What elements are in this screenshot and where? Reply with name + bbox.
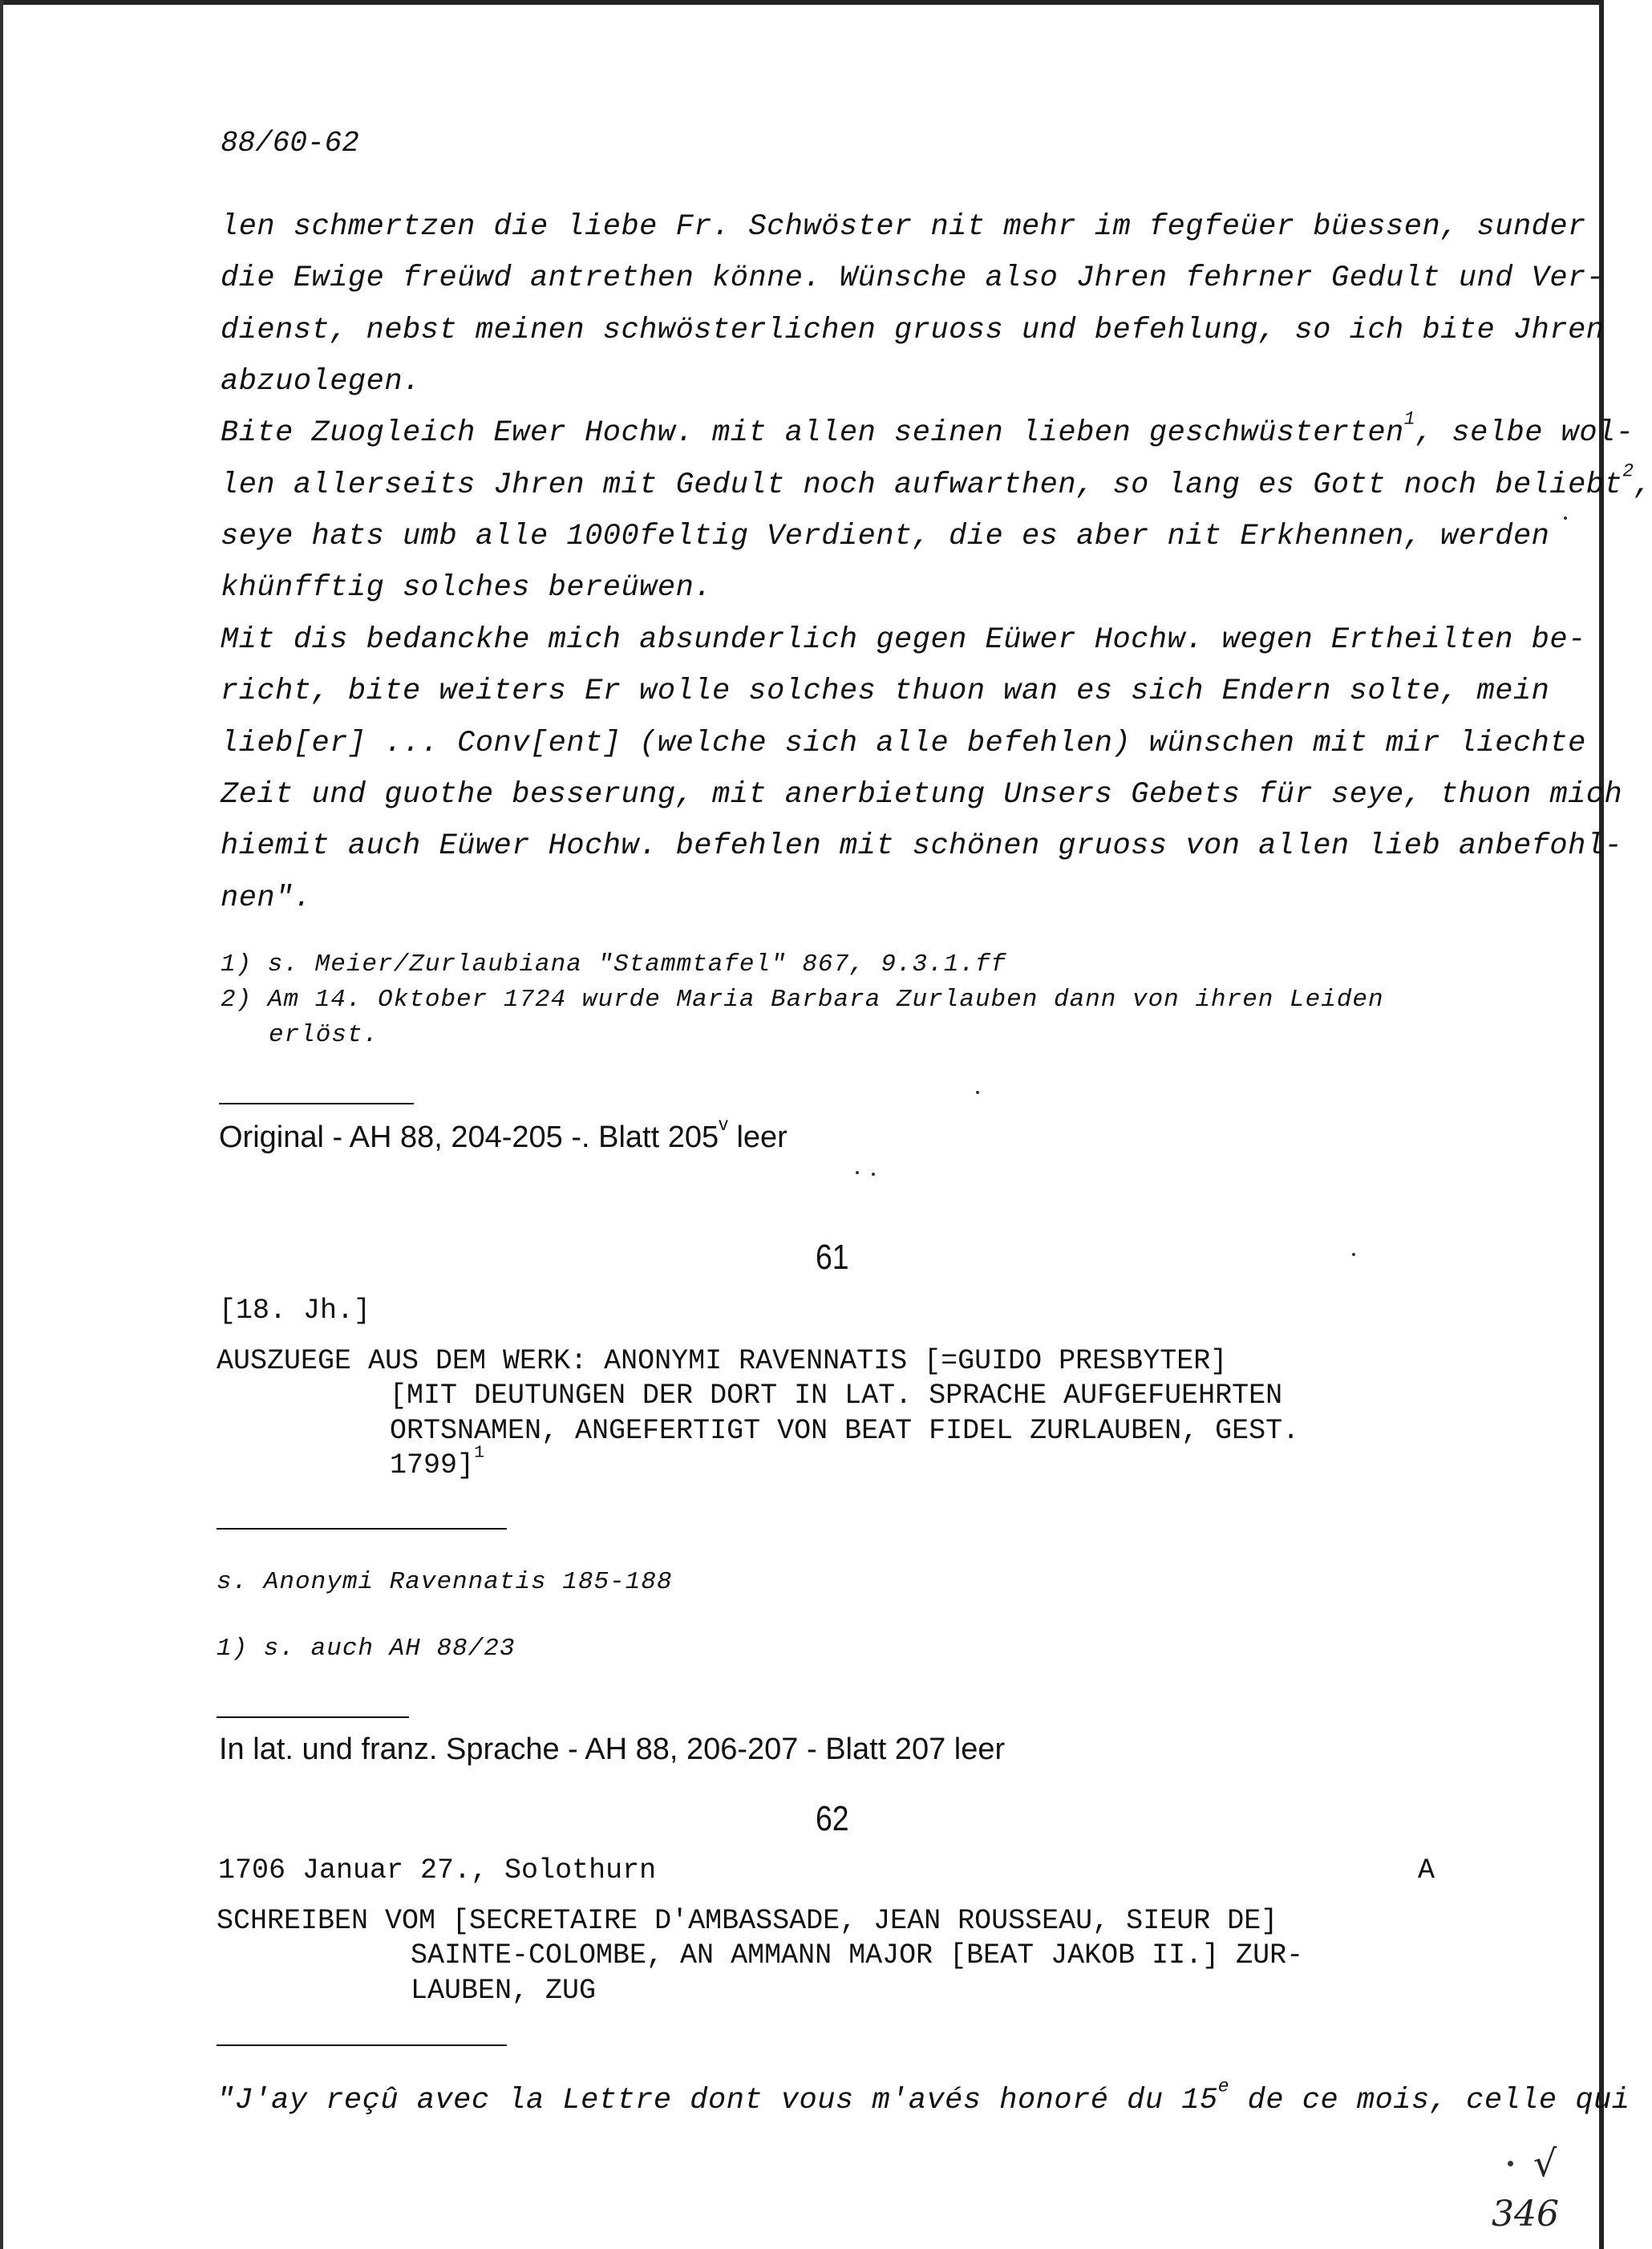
footnote-marker: 1 xyxy=(1403,408,1416,430)
entry-number: 62 xyxy=(816,1799,849,1838)
source-citation: s. Anonymi Ravennatis 185-188 xyxy=(217,1568,673,1596)
entry-title-line: SCHREIBEN VOM [SECRETAIRE D'AMBASSADE, JEAN ROUSSEAU, SIEUR DE] xyxy=(217,1905,1278,1937)
scan-speck xyxy=(872,1173,875,1176)
scan-speck xyxy=(976,1091,979,1094)
letter-line: die Ewige freüwd antrethen könne. Wünsche also Jhren fehrner Gedult und Ver- xyxy=(221,261,1605,295)
separator-rule xyxy=(219,1103,414,1104)
letter-line: nen". xyxy=(221,881,312,915)
entry-title-line: ORTSNAMEN, ANGEFERTIGT VON BEAT FIDEL ZURLAUBEN, GEST. xyxy=(390,1415,1300,1447)
page-reference: 88/60-62 xyxy=(221,127,359,160)
separator-rule xyxy=(217,2044,507,2046)
letter-line: khünfftig solches bereüwen. xyxy=(221,571,712,605)
entry-title-line: LAUBEN, ZUG xyxy=(411,1975,597,2007)
archive-reference: Original - AH 88, 204-205 -. Blatt 205$^v$ leer xyxy=(219,1112,788,1154)
letter-line: len allerseits Jhren mit Gedult noch aufwarthen, so lang es Gott noch beliebt$^2$, xyxy=(221,460,1652,502)
footnote: erlöst. xyxy=(269,1021,379,1049)
letter-line: Bite Zuogleich Ewer Hochw. mit allen seinen lieben geschwüsterten$^1$, selbe wol- xyxy=(221,408,1634,450)
letter-line: len schmertzen die liebe Fr. Schwöster nit mehr im fegfeüer büessen, sunder xyxy=(221,210,1586,244)
scan-edge-top xyxy=(0,0,1604,5)
entry-date: [18. Jh.] xyxy=(219,1295,371,1327)
letter-line: richt, bite weiters Er wolle solches thuon wan es sich Endern solte, mein xyxy=(221,675,1550,708)
handwritten-check: √ xyxy=(1533,2142,1557,2185)
letter-line: Mit dis bedanckhe mich absunderlich gegen Eüwer Hochw. wegen Ertheilten be- xyxy=(221,623,1586,657)
entry-number: 61 xyxy=(816,1238,849,1277)
scan-edge-left xyxy=(0,0,3,2249)
handwritten-page-number: 346 xyxy=(1492,2194,1559,2235)
footnote: 2) Am 14. Oktober 1724 wurde Maria Barbara Zurlauben dann von ihren Leiden xyxy=(221,986,1384,1014)
letter-line: Zeit und guothe besserung, mit anerbietung Unsers Gebets für seye, thuon mich xyxy=(221,778,1623,812)
quote-line: "J'ay reçû avec la Lettre dont vous m'avés honoré du 15e de ce mois, celle qui xyxy=(217,2076,1630,2117)
entry-date: 1706 Januar 27., Solothurn xyxy=(218,1854,657,1886)
entry-title-line: AUSZUEGE AUS DEM WERK: ANONYMI RAVENNATIS [=GUIDO PRESBYTER] xyxy=(217,1345,1228,1377)
footnote-marker: 2 xyxy=(1622,460,1634,482)
footnote-marker: 1 xyxy=(474,1442,485,1463)
separator-rule xyxy=(217,1528,507,1530)
scan-speck xyxy=(1564,517,1567,520)
scan-speck xyxy=(1508,2161,1513,2166)
letter-line: seye hats umb alle 1000feltig Verdient, die es aber nit Erkhennen, werden xyxy=(221,520,1550,553)
scan-speck xyxy=(1352,1253,1355,1256)
separator-rule xyxy=(217,1716,409,1718)
letter-line: abzuolegen. xyxy=(221,365,421,399)
entry-title-line: [MIT DEUTUNGEN DER DORT IN LAT. SPRACHE AUFGEFUEHRTEN xyxy=(390,1380,1283,1412)
footnote: 1) s. auch AH 88/23 xyxy=(217,1635,516,1663)
scan-speck xyxy=(856,1171,859,1174)
footnote: 1) s. Meier/Zurlaubiana "Stammtafel" 867, 9.3.1.ff xyxy=(221,950,1007,979)
letter-line: hiemit auch Eüwer Hochw. befehlen mit schönen gruoss von allen lieb anbefohl- xyxy=(221,829,1623,863)
letter-line: dienst, nebst meinen schwösterlichen gruoss und befehlung, so ich bite Jhren xyxy=(221,314,1605,347)
archive-reference: In lat. und franz. Sprache - AH 88, 206-207 - Blatt 207 leer xyxy=(219,1732,1006,1766)
entry-title-line: SAINTE-COLOMBE, AN AMMANN MAJOR [BEAT JAKOB II.] ZUR- xyxy=(411,1939,1304,1971)
entry-mark: A xyxy=(1418,1854,1435,1886)
entry-title-line: 1799]$^1$ xyxy=(390,1442,485,1481)
letter-line: lieb[er] ... Conv[ent] (welche sich alle befehlen) wünschen mit mir liechte xyxy=(221,727,1586,760)
